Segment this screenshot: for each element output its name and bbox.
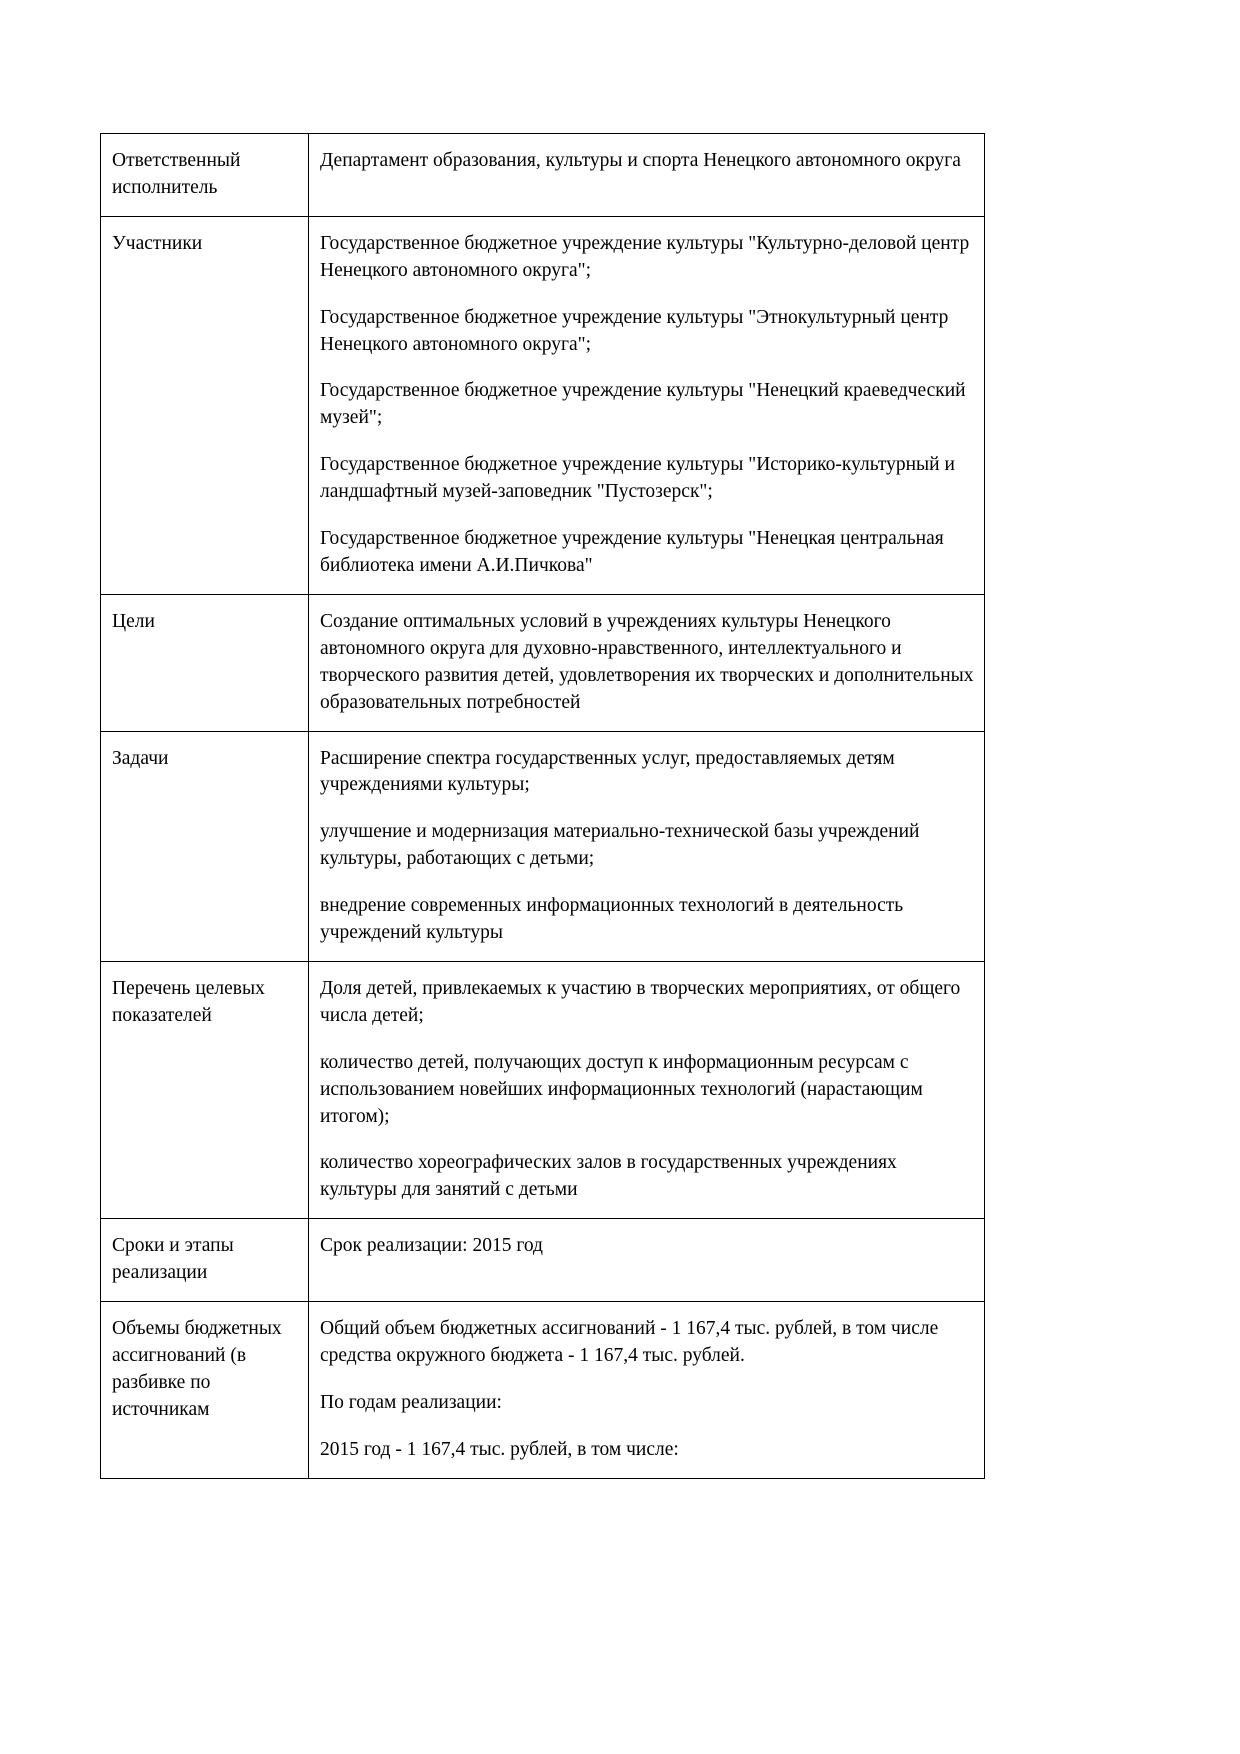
row-value-budget-allocations [309,1302,985,1479]
row-value-tasks [309,731,985,961]
table-row [101,731,985,961]
paragraph: Доля детей, привлекаемых к участию в творческих мероприятиях, от общего числа детей; [320,977,961,1026]
paragraph: количество хореографических залов в государственных учреждениях культуры для занятий с детьми [320,1152,897,1201]
paragraph: Создание оптимальных условий в учреждениях культуры Ненецкого автономного округа для духовно-нравственного, интеллектуального и творческого развития детей, удовлетворения их творческих и дополнительных образовательных потребностей [320,610,974,713]
paragraph: Государственное бюджетное учреждение культуры "Ненецкий краеведческий музей"; [320,380,966,429]
table-row [101,961,985,1218]
row-label-budget-allocations [101,1302,309,1479]
table-row [101,1219,985,1302]
row-value-responsible-executor [309,134,985,217]
row-label-participants [101,216,309,594]
row-label-tasks [101,731,309,961]
label-text: Задачи [112,747,169,769]
row-label-responsible-executor [101,134,309,217]
paragraph: Государственное бюджетное учреждение культуры "Историко-культурный и ландшафтный музей-заповедник "Пустозерск"; [320,454,955,503]
program-passport-table [100,133,985,1479]
label-text: Объемы бюджетных ассигнований (в разбивке по источникам [112,1318,282,1420]
paragraph: По годам реализации: [320,1391,502,1413]
table-body [101,134,985,1479]
paragraph: Государственное бюджетное учреждение культуры "Культурно-деловой центр Ненецкого автономного округа"; [320,232,970,281]
paragraph: Департамент образования, культуры и спорта Ненецкого автономного округа [320,150,961,171]
label-text: Ответственный исполнитель [112,150,241,198]
paragraph: Государственное бюджетное учреждение культуры "Ненецкая центральная библиотека имени А.И.Пичкова" [320,528,944,576]
paragraph: Общий объем бюджетных ассигнований - 1 167,4 тыс. рублей, в том числе средства окружного бюджета - 1 167,4 тыс. рублей. [320,1318,939,1366]
paragraph: Расширение спектра государственных услуг, предоставляемых детям учреждениями культуры; [320,747,895,796]
row-value-participants [309,216,985,594]
table-row [101,134,985,217]
label-text: Цели [112,610,155,632]
paragraph: улучшение и модернизация материально-технической базы учреждений культуры, работающих с детьми; [320,821,920,870]
row-value-goals [309,594,985,731]
label-text: Участники [112,232,203,254]
row-label-target-indicators [101,961,309,1218]
table-row [101,594,985,731]
paragraph: Государственное бюджетное учреждение культуры "Этнокультурный центр Ненецкого автономного округа"; [320,306,949,355]
table-row [101,1302,985,1479]
paragraph: 2015 год - 1 167,4 тыс. рублей, в том числе: [320,1438,679,1460]
row-value-target-indicators [309,961,985,1218]
row-label-goals [101,594,309,731]
label-text: Перечень целевых показателей [112,977,265,1026]
paragraph: внедрение современных информационных технологий в деятельность учреждений культуры [320,895,904,944]
row-label-implementation-period [101,1219,309,1302]
paragraph: Срок реализации: 2015 год [320,1235,543,1257]
table-row [101,216,985,594]
label-text: Сроки и этапы реализации [112,1235,234,1284]
row-value-implementation-period [309,1219,985,1302]
paragraph: количество детей, получающих доступ к информационным ресурсам с использованием новейших информационных технологий (нарастающим итогом); [320,1051,923,1127]
